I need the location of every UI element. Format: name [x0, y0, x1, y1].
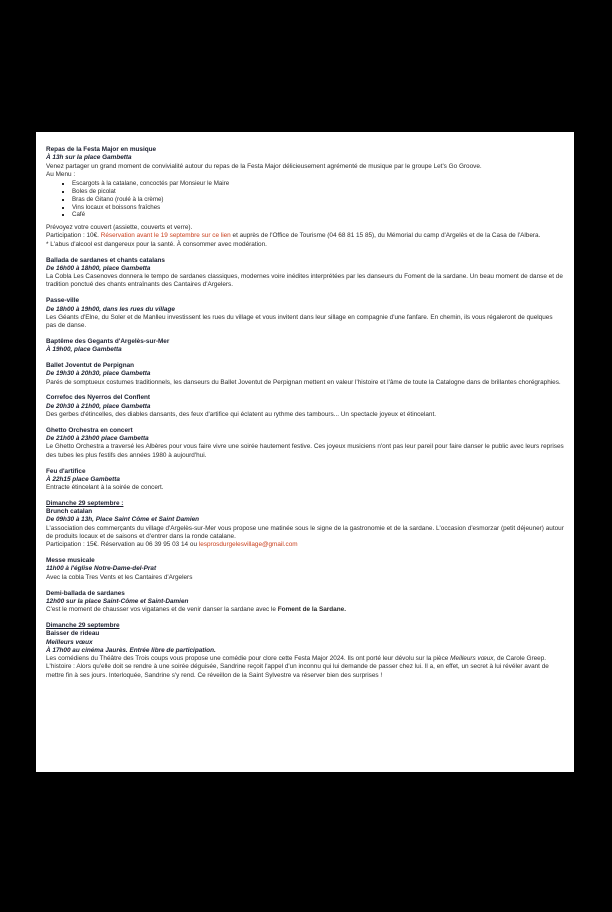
section-subtitle: Meilleurs vœux [46, 638, 93, 646]
section-passe-ville [46, 297, 564, 330]
section-title: Passe-ville [46, 297, 80, 305]
section-title: Ballet Joventut de Perpignan [46, 362, 135, 370]
section-repas [46, 146, 564, 249]
section-when: À 19h00, place Gambetta [46, 346, 122, 354]
section-messe [46, 557, 564, 582]
section-title: Baptême des Gegants d'Argelès-sur-Mer [46, 337, 170, 345]
section-title: Messe musicale [46, 557, 95, 565]
alcool-warning: * L'abus d'alcool est dangereux pour la santé. À consommer avec modération. [46, 240, 267, 248]
section-brunch [46, 500, 564, 550]
section-ballet [46, 362, 564, 387]
menu-list [46, 180, 564, 219]
participation-text [46, 232, 564, 240]
section-text: La Cobla Les Casenoves donnera le tempo de sardanes classiques, modernes voire inédites interprétées par les danseurs du Foment de la sardane. Un beau moment de danse et de tradition ponctué des chants entraînants des Cantaires d'Argelers. [46, 273, 563, 289]
section-when: À 13h sur la place Gambetta [46, 154, 132, 162]
section-feu [46, 468, 564, 493]
section-title: Baisser de rideau [46, 630, 100, 638]
section-when: De 16h00 à 18h00, place Gambetta [46, 264, 151, 272]
section-text: Des gerbes d'étincelles, des diables dansants, des feux d'artifice qui éclatent au rythme des tambours... Un spectacle joyeux et étincelant. [46, 411, 437, 419]
section-title: Ghetto Orchestra en concert [46, 426, 133, 434]
menu-item: ▪ Bras de Gitano (roulé à la crème) [72, 196, 564, 204]
day-heading: Dimanche 29 septembre : [46, 499, 124, 507]
section-when: De 09h30 à 13h, Place Saint Côme et Saint Damien [46, 516, 200, 524]
play-title: Meilleurs vœux, [450, 655, 496, 663]
menu-item: ▪ Vins locaux et boissons fraîches [72, 204, 564, 212]
section-ghetto [46, 427, 564, 460]
demi-text: C'est le moment de chausser vos vigatanes et de venir danser la sardane avec le [46, 606, 276, 614]
section-correfoc [46, 394, 564, 419]
section-title: Correfoc des Nyerros del Conflent [46, 394, 151, 402]
section-ballada [46, 257, 564, 290]
section-title: Demi-ballada de sardanes [46, 589, 125, 597]
menu-item: ▪ Escargots à la catalane, concoctés par Monsieur le Maire [72, 180, 564, 188]
section-when: De 21h00 à 23h00 place Gambetta [46, 435, 149, 443]
text-part-a: Les comédiens du Théâtre des Trois coups vous propose une comédie pour clore cette Festa Major 2024. Ils ont porté leur dévolu sur la pièce [46, 655, 449, 663]
section-when: De 20h30 à 21h00, place Gambetta [46, 402, 151, 410]
document-page [36, 132, 574, 772]
section-when: 11h00 à l'église Notre-Dame-del-Prat [46, 565, 157, 573]
section-text [46, 606, 564, 614]
menu-label: Au Menu : [46, 170, 76, 178]
menu-item: ▪ Boles de picolat [72, 188, 564, 196]
section-when: De 18h00 à 19h00, dans les rues du village [46, 305, 175, 313]
section-when: À 17h00 au cinéma Jaurès. Entrée libre de participation. [46, 646, 216, 654]
participation-suffix: et auprès de l'Office de Tourisme (04 68 81 15 85), du Mémorial du camp d'Argelès et de la Casa de l'Albera. [232, 232, 541, 240]
section-when: À 22h15 place Gambetta [46, 475, 120, 483]
program-content [46, 146, 564, 688]
reservation-link[interactable]: Réservation avant le 19 septembre sur ce lien [100, 232, 231, 240]
section-bapteme [46, 338, 564, 355]
section-text: Parés de somptueux costumes traditionnels, les danseurs du Ballet Joventut de Perpignan mettent en valeur l'histoire et l'âme de toute la Catalogne dans de brillantes chorégraphies. [46, 378, 561, 386]
participation-text [46, 541, 564, 549]
email-link[interactable]: lesprosdurgelesvillage@gmail.com [198, 541, 298, 549]
day-heading: Dimanche 29 septembre [46, 621, 120, 629]
participation-prefix: Participation : 10€. [46, 232, 99, 240]
section-title: Repas de la Festa Major en musique [46, 146, 157, 153]
section-title: Ballada de sardanes et chants catalans [46, 256, 165, 264]
section-when: De 19h30 à 20h30, place Gambetta [46, 370, 151, 378]
demi-bold: Foment de la Sardane. [277, 606, 346, 614]
section-text: Les Géants d'Elne, du Soler et de Manlleu investissent les rues du village et vous invitent dans leur sillage en compagnie d'une fanfare. En chemin, ils vous régaleront de quelques pas de danse. [46, 313, 553, 330]
section-text: Le Ghetto Orchestra a traversé les Albères pour vous faire vivre une soirée hautement festive. Ces joyeux musiciens n'ont pas leur pareil pour faire danser le public avec leurs reprises des tubes les plus festifs des années 1980 à aujourd'hui. [46, 443, 564, 459]
section-title: Brunch catalan [46, 508, 93, 516]
section-title: Feu d'artifice [46, 467, 86, 475]
section-text: Venez partager un grand moment de convivialité autour du repas de la Festa Major délicieusement agrémenté de musique par le groupe Let's Go Groove. [46, 162, 482, 170]
menu-item: ▪ Café [72, 211, 564, 219]
section-text: Avec la cobla Tres Vents et les Cantaires d'Argelers [46, 573, 193, 581]
section-text: Entracte étincelant à la soirée de concert. [46, 484, 164, 492]
section-demi-ballada [46, 590, 564, 615]
section-text: L'association des commerçants du village d'Argelès-sur-Mer vous propose une matinée sous le signe de la gastronomie et de la sardane. L'occasion d'esmorzar (petit déjeuner) autour de produits locaux et de saisons et d'entrer dans la ronde catalane. [46, 524, 564, 541]
participation-prefix: Participation : 15€. Réservation au 06 39 95 03 14 ou [46, 541, 197, 549]
prevoyez-text: Prévoyez votre couvert (assiette, couverts et verre). [46, 224, 193, 232]
section-text [46, 655, 564, 663]
section-baisser-rideau [46, 622, 564, 680]
section-when: 12h00 sur la place Saint-Côme et Saint-Damien [46, 597, 189, 605]
text-part-b: de Carole Greep. [497, 655, 547, 663]
story-text: L'histoire : Alors qu'elle doit se rendre à une soirée déguisée, Sandrine reçoit l'appel d'un inconnu qui lui demande de passer chez lui. Il a, en effet, un secret à lui révéler avant de mettre fin à ses jours. Interloquée, Sandrine s'y rend. Ce réveillon de la Saint Sylvestre va réserver bien des surprises ! [46, 663, 549, 679]
